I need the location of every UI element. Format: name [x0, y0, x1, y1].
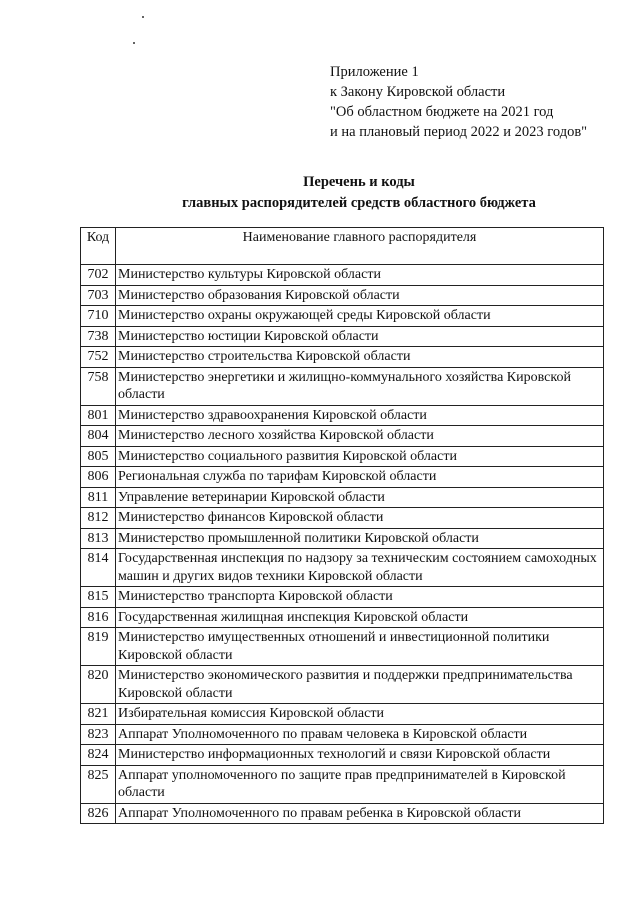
table-row — [81, 704, 604, 725]
table-row — [81, 285, 604, 306]
row-code-cell: 815 — [81, 587, 116, 608]
row-name-cell: Министерство транспорта Кировской области — [116, 587, 604, 608]
row-name-cell: Министерство энергетики и жилищно-коммунального хозяйства Кировской области — [116, 367, 604, 405]
row-code-cell: 801 — [81, 405, 116, 426]
row-name-cell: Министерство финансов Кировской области — [116, 508, 604, 529]
row-name-cell: Министерство промышленной политики Кировской области — [116, 528, 604, 549]
row-code-cell: 812 — [81, 508, 116, 529]
table-row — [81, 426, 604, 447]
row-code-cell: 814 — [81, 549, 116, 587]
row-code-cell: 804 — [81, 426, 116, 447]
row-name-cell: Государственная жилищная инспекция Кировской области — [116, 607, 604, 628]
table-row — [81, 347, 604, 368]
heading-line: главных распорядителей средств областного бюджета — [182, 195, 536, 211]
row-code-cell: 758 — [81, 367, 116, 405]
row-code-cell: 811 — [81, 487, 116, 508]
table-row — [81, 487, 604, 508]
distributors-table — [80, 227, 604, 824]
code-column-header: Код — [81, 228, 116, 265]
row-name-cell: Аппарат Уполномоченного по правам ребенка в Кировской области — [116, 803, 604, 824]
row-name-cell: Министерство социального развития Кировской области — [116, 446, 604, 467]
row-name-cell: Министерство охраны окружающей среды Кировской области — [116, 306, 604, 327]
table-header-row — [81, 228, 604, 265]
table-row — [81, 446, 604, 467]
row-name-cell: Управление ветеринарии Кировской области — [116, 487, 604, 508]
row-code-cell: 823 — [81, 724, 116, 745]
row-name-cell: Министерство экономического развития и поддержки предпринимательства Кировской области — [116, 666, 604, 704]
row-code-cell: 813 — [81, 528, 116, 549]
row-code-cell: 702 — [81, 265, 116, 286]
row-code-cell: 738 — [81, 326, 116, 347]
table-row — [81, 607, 604, 628]
appendix-line: к Закону Кировской области — [330, 84, 506, 100]
appendix-line: "Об областном бюджете на 2021 год — [330, 104, 554, 120]
row-code-cell: 824 — [81, 745, 116, 766]
row-code-cell: 821 — [81, 704, 116, 725]
row-name-cell: Аппарат уполномоченного по защите прав предпринимателей в Кировской области — [116, 765, 604, 803]
table-row — [81, 765, 604, 803]
row-code-cell: 703 — [81, 285, 116, 306]
appendix-line: и на плановый период 2022 и 2023 годов" — [330, 124, 588, 140]
row-name-cell: Министерство здравоохранения Кировской области — [116, 405, 604, 426]
table-body — [81, 265, 604, 824]
row-code-cell: 816 — [81, 607, 116, 628]
row-code-cell: 710 — [81, 306, 116, 327]
scan-speck — [133, 42, 135, 44]
row-code-cell: 820 — [81, 666, 116, 704]
table-row — [81, 549, 604, 587]
row-name-cell: Министерство лесного хозяйства Кировской области — [116, 426, 604, 447]
row-name-cell: Министерство строительства Кировской области — [116, 347, 604, 368]
table-row — [81, 367, 604, 405]
row-name-cell: Министерство имущественных отношений и инвестиционной политики Кировской области — [116, 628, 604, 666]
table-row — [81, 724, 604, 745]
row-code-cell: 805 — [81, 446, 116, 467]
table-row — [81, 803, 604, 824]
appendix-line: Приложение 1 — [330, 64, 419, 80]
row-code-cell: 819 — [81, 628, 116, 666]
table-row — [81, 306, 604, 327]
table-row — [81, 528, 604, 549]
row-name-cell: Государственная инспекция по надзору за техническим состоянием самоходных машин и других видов техники Кировской области — [116, 549, 604, 587]
heading-line: Перечень и коды — [303, 174, 415, 190]
row-code-cell: 826 — [81, 803, 116, 824]
row-name-cell: Региональная служба по тарифам Кировской области — [116, 467, 604, 488]
row-name-cell: Аппарат Уполномоченного по правам человека в Кировской области — [116, 724, 604, 745]
row-name-cell: Министерство образования Кировской области — [116, 285, 604, 306]
table-row — [81, 405, 604, 426]
row-code-cell: 752 — [81, 347, 116, 368]
appendix-note — [330, 62, 587, 142]
table-row — [81, 587, 604, 608]
table-row — [81, 467, 604, 488]
row-name-cell: Избирательная комиссия Кировской области — [116, 704, 604, 725]
table-row — [81, 326, 604, 347]
table-container — [80, 227, 604, 824]
scan-speck — [142, 16, 144, 18]
row-code-cell: 806 — [81, 467, 116, 488]
table-row — [81, 265, 604, 286]
row-name-cell: Министерство информационных технологий и связи Кировской области — [116, 745, 604, 766]
row-name-cell: Министерство юстиции Кировской области — [116, 326, 604, 347]
row-name-cell: Министерство культуры Кировской области — [116, 265, 604, 286]
row-code-cell: 825 — [81, 765, 116, 803]
table-row — [81, 628, 604, 666]
name-column-header: Наименование главного распорядителя — [116, 228, 604, 265]
table-row — [81, 745, 604, 766]
table-row — [81, 508, 604, 529]
table-row — [81, 666, 604, 704]
document-heading — [0, 172, 640, 214]
